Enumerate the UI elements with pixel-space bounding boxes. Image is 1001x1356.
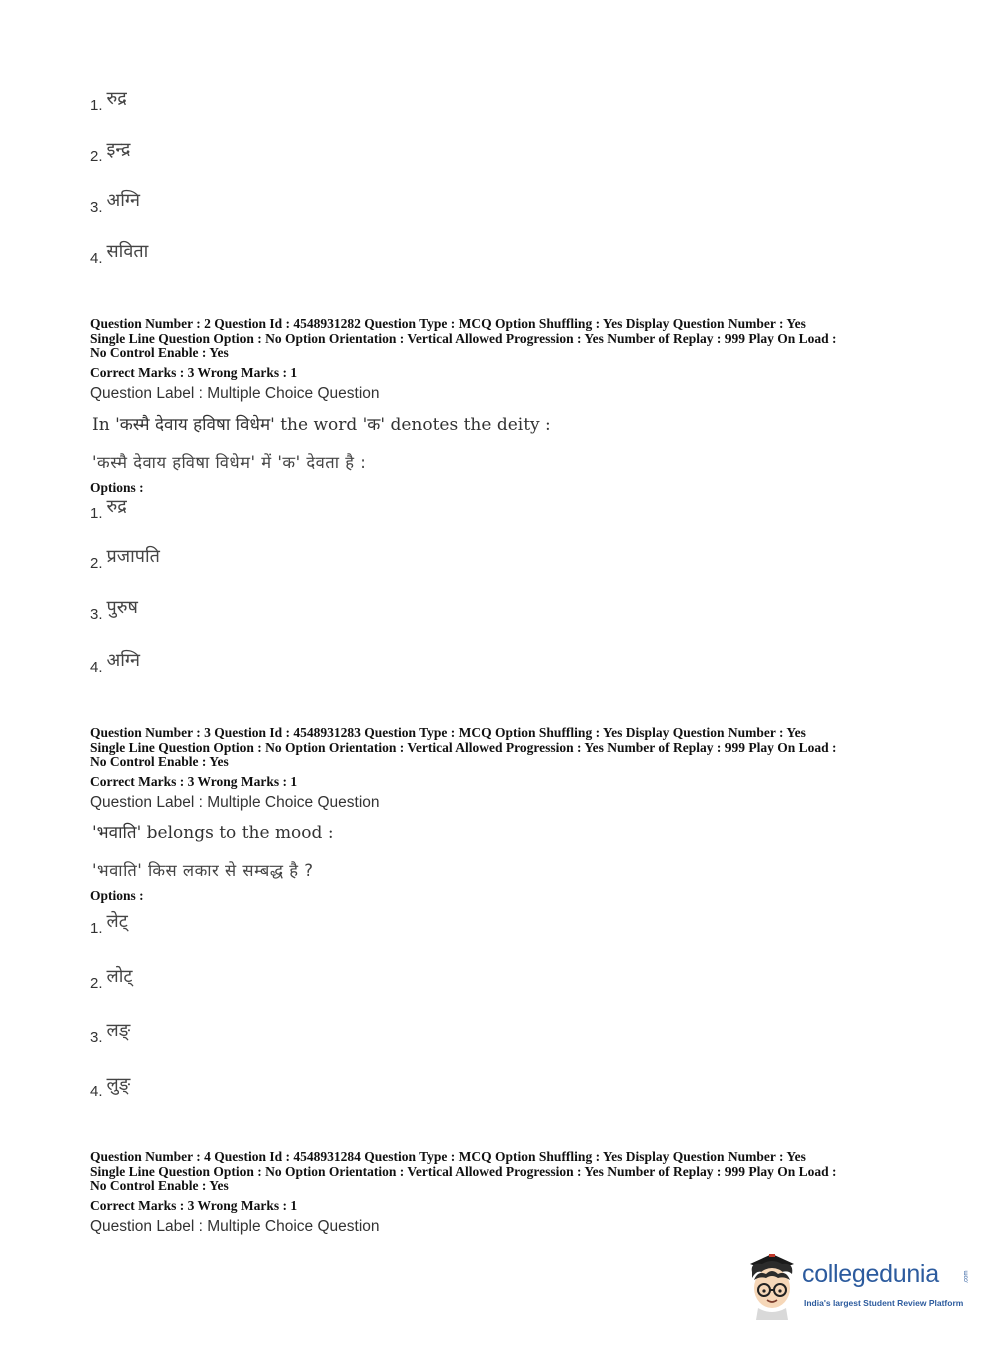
option-number: 4. [90,250,103,267]
option-item [90,88,127,116]
option-text: लुङ् [106,1074,131,1095]
option-number: 3. [90,606,103,623]
meta-line: Question Number : 3 Question Id : 4548931283 Question Type : MCQ Option Shuffling : Yes Display Question Number : Yes [90,725,806,740]
meta-line: No Control Enable : Yes [90,1178,229,1193]
meta-line: Single Line Question Option : No Option Orientation : Vertical Allowed Progression : Yes Number of Replay : 999 Play On Load : [90,1163,837,1179]
option-number: 4. [90,1083,103,1100]
options-heading: Options : [90,480,144,495]
option-item [90,1074,131,1102]
option-item [90,966,133,994]
option-item [90,650,140,678]
option-text: लङ् [106,1020,131,1041]
question-text-english: In 'कस्मै देवाय हविषा विधेम' the word 'क' denotes the deity : [92,415,551,435]
option-number: 1. [90,97,103,114]
question-meta [90,1150,920,1194]
question-text-hindi: 'कस्मै देवाय हविषा विधेम' में 'क' देवता है : [92,453,367,472]
option-item [90,546,160,574]
option-text: अग्नि [106,190,140,211]
options-heading: Options : [90,888,144,903]
option-text: अग्नि [106,650,140,671]
option-item [90,139,131,167]
collegedunia-logo [742,1250,972,1320]
logo-tagline: India's largest Student Review Platform [804,1298,964,1308]
option-text: पुरुष [106,597,138,618]
question-text-hindi: 'भवाति' किस लकार से सम्बद्ध है ? [92,861,314,880]
option-number: 1. [90,920,103,937]
mascot-icon [742,1250,802,1320]
question-label: Question Label : Multiple Choice Question [90,385,380,402]
option-number: 3. [90,199,103,216]
meta-line: No Control Enable : Yes [90,754,229,769]
question-meta [90,317,920,361]
option-number: 2. [90,975,103,992]
option-item [90,1020,131,1048]
meta-line: Question Number : 2 Question Id : 4548931282 Question Type : MCQ Option Shuffling : Yes Display Question Number : Yes [90,316,806,331]
option-item [90,496,127,524]
option-number: 2. [90,555,103,572]
question-text-english: 'भवाति' belongs to the mood : [92,823,334,843]
option-item [90,190,140,218]
option-text: लोट् [106,966,133,987]
question-meta [90,726,920,770]
option-number: 3. [90,1029,103,1046]
marks-line: Correct Marks : 3 Wrong Marks : 1 [90,774,298,789]
option-number: 4. [90,659,103,676]
option-text: रुद्र [106,496,127,517]
option-item [90,241,149,269]
meta-line: No Control Enable : Yes [90,345,229,360]
option-number: 1. [90,505,103,522]
option-text: इन्द्र [106,139,131,160]
option-text: सविता [106,241,149,262]
option-text: प्रजापति [106,546,160,567]
option-item [90,597,138,625]
meta-line: Single Line Question Option : No Option Orientation : Vertical Allowed Progression : Yes Number of Replay : 999 Play On Load : [90,330,837,346]
question-label: Question Label : Multiple Choice Question [90,1218,380,1235]
option-number: 2. [90,148,103,165]
logo-wordmark: collegedunia [802,1260,939,1288]
question-label: Question Label : Multiple Choice Question [90,794,380,811]
marks-line: Correct Marks : 3 Wrong Marks : 1 [90,365,298,380]
option-text: रुद्र [106,88,127,109]
option-item [90,911,128,939]
logo-domain: .com [963,1270,970,1284]
meta-line: Question Number : 4 Question Id : 4548931284 Question Type : MCQ Option Shuffling : Yes Display Question Number : Yes [90,1149,806,1164]
marks-line: Correct Marks : 3 Wrong Marks : 1 [90,1198,298,1213]
meta-line: Single Line Question Option : No Option Orientation : Vertical Allowed Progression : Yes Number of Replay : 999 Play On Load : [90,739,837,755]
option-text: लेट् [106,911,128,932]
